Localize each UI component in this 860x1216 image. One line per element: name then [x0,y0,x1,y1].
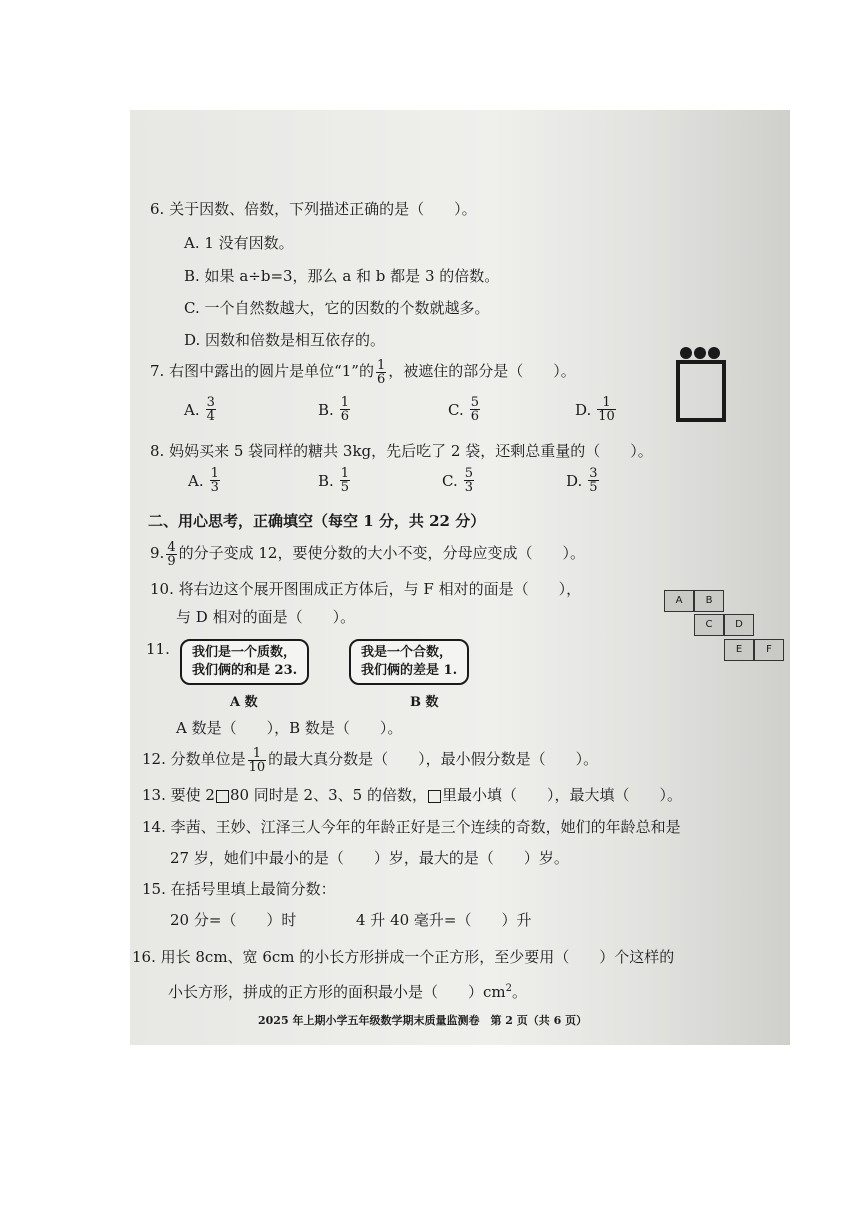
cover-rectangle [678,362,724,420]
question-8-option-c: C. $\frac{5}{3}$ [442,466,473,495]
question-15-part-b: 4 升 40 毫升=（ ）升 [356,911,532,929]
question-6-option-b: B. 如果 a÷b=3，那么 a 和 b 都是 3 的倍数。 [184,267,500,285]
question-8-option-a: A. $\frac{1}{3}$ [188,466,219,495]
cube-face-f: F [754,639,784,661]
number-a-speech-bubble [180,639,309,685]
coin-icon [708,347,720,359]
question-7-option-d: D. $\frac{1}{10}$ [575,395,615,424]
fraction: $\frac{4}{9}$ [167,539,176,569]
question-12-text: 的最大真分数是（ ），最小假分数是（ ）。 [268,750,599,768]
question-13-text: 80 同时是 2、3、5 的倍数， [229,786,427,804]
question-7-stem-text: 7. 右图中露出的圆片是单位“1”的 [150,362,374,380]
page-footer: 2025 年上期小学五年级数学期末质量监测卷 第 2 页（共 6 页） [258,1014,588,1027]
question-10-line-1: 10. 将右边这个展开图围成正方体后，与 F 相对的面是（ ）， [150,580,582,598]
question-7-stem [150,356,576,386]
exam-page [130,110,790,1045]
question-8-stem: 8. 妈妈买来 5 袋同样的糖共 3kg，先后吃了 2 袋，还剩总重量的（ ）。 [150,442,653,460]
fraction: $\frac{1}{6}$ [376,357,386,387]
fraction: $\frac{1}{6}$ [340,395,350,424]
fraction: $\frac{5}{3}$ [464,466,473,495]
cube-face-c: C [694,614,724,636]
bubble-b-line-2: 我们俩的差是 1. [361,663,458,678]
cube-face-d: D [724,614,754,636]
blank-box [216,790,229,803]
question-7-option-b: B. $\frac{1}{6}$ [318,395,350,424]
question-7-option-c: C. $\frac{5}{6}$ [448,395,479,424]
fraction: $\frac{3}{4}$ [206,395,215,424]
question-13 [142,784,682,806]
question-13-text: 13. 要使 2 [142,786,215,804]
fraction: $\frac{5}{6}$ [470,395,479,424]
fraction: $\frac{1}{10}$ [248,745,266,775]
question-9 [150,538,585,568]
question-11-answer: A 数是（ ），B 数是（ ）。 [176,719,403,737]
question-8-option-d: D. $\frac{3}{5}$ [566,466,598,495]
question-15-part-a: 20 分=（ ）时 [170,911,297,929]
number-a-caption: A 数 [230,695,258,710]
question-7-option-a: A. $\frac{3}{4}$ [184,395,215,424]
question-6-option-a: A. 1 没有因数。 [184,234,294,252]
question-13-text: 里最小填（ ），最大填（ ）。 [441,786,682,804]
fraction: $\frac{1}{10}$ [598,395,615,424]
bubble-b-line-1: 我是一个合数， [361,645,453,660]
question-12-text: 12. 分数单位是 [142,750,246,768]
question-7-stem-text: ，被遮住的部分是（ ）。 [388,362,576,380]
question-16-text: 。 [512,983,528,1001]
question-6-stem: 6. 关于因数、倍数，下列描述正确的是（ ）。 [150,200,477,218]
question-16-text: 小长方形，拼成的正方形的面积最小是（ ）cm [168,983,506,1001]
number-b-caption: B 数 [410,695,439,710]
question-6-option-d: D. 因数和倍数是相互依存的。 [184,331,386,349]
covered-coins-figure [673,343,733,423]
fraction: $\frac{3}{5}$ [589,466,598,495]
fraction: $\frac{1}{5}$ [340,466,350,495]
question-16-line-2 [168,978,527,1003]
question-16-line-1: 16. 用长 8cm、宽 6cm 的小长方形拼成一个正方形，至少要用（ ）个这样的 [132,948,675,966]
cube-face-b: B [694,590,724,612]
bubble-a-line-1: 我们是一个质数， [192,645,297,660]
section-2-heading: 二、用心思考，正确填空（每空 1 分，共 22 分） [148,512,486,530]
question-12 [142,742,598,776]
question-11-number: 11. [146,640,170,658]
question-10-line-2: 与 D 相对的面是（ ）。 [176,608,356,626]
question-15-stem: 15. 在括号里填上最简分数： [142,880,336,898]
coin-icon [680,347,692,359]
question-9-text: 的分子变成 12，要使分数的大小不变，分母应变成（ ）。 [178,544,585,562]
exponent: 2 [505,983,513,994]
cube-face-a: A [664,590,694,612]
question-6-option-c: C. 一个自然数越大，它的因数的个数就越多。 [184,299,490,317]
question-14-line-2: 27 岁，她们中最小的是（ ）岁，最大的是（ ）岁。 [170,849,569,867]
coin-icon [694,347,706,359]
question-9-number: 9. [150,544,165,562]
bubble-a-line-2: 我们俩的和是 23. [192,663,298,678]
question-14-line-1: 14. 李茜、王妙、江泽三人今年的年龄正好是三个连续的奇数，她们的年龄总和是 [142,818,681,836]
cube-face-e: E [724,639,754,661]
blank-box [428,790,441,803]
question-8-option-b: B. $\frac{1}{5}$ [318,466,350,495]
number-b-speech-bubble [349,639,469,685]
fraction: $\frac{1}{3}$ [210,466,219,495]
